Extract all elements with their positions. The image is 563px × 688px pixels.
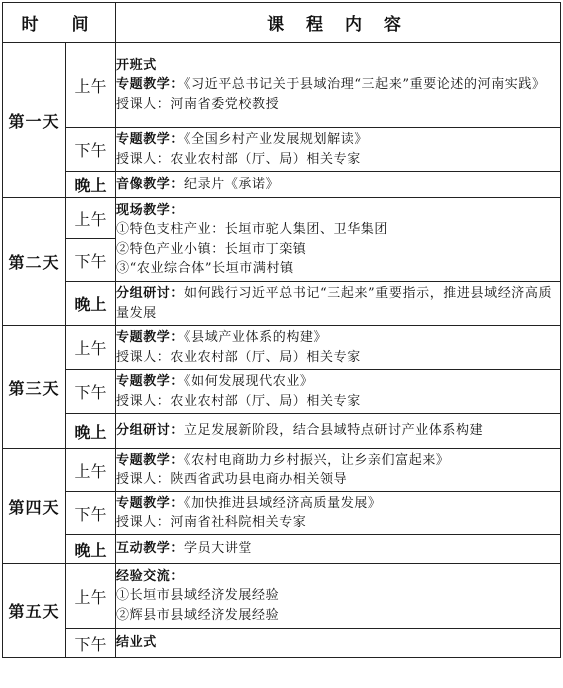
content-line: 授课人：农业农村部（厅、局）相关专家 — [116, 349, 361, 365]
period-label: 下午 — [66, 128, 116, 172]
day-label: 第三天 — [3, 326, 66, 449]
content-line: 专题教学：《县域产业体系的构建》 — [116, 330, 328, 345]
content-line: 开班式 — [116, 57, 157, 73]
schedule-document — [2, 2, 561, 658]
day4-evening-content — [116, 535, 561, 564]
day2-evening-content — [116, 282, 561, 326]
content-line: 授课人：农业农村部（厅、局）相关专家 — [116, 151, 361, 167]
content-line: 互动教学：学员大讲堂 — [116, 541, 253, 557]
day-label: 第四天 — [3, 449, 66, 564]
day5-afternoon-content — [116, 629, 561, 658]
day-label: 第二天 — [3, 198, 66, 326]
day3-afternoon-row — [3, 370, 561, 414]
content-line: 专题教学：《加快推进县域经济高质量发展》 — [116, 495, 382, 511]
content-line: ②辉县市县域经济发展经验 — [116, 607, 280, 623]
day4-afternoon-content — [116, 492, 561, 535]
content-line: ③“农业综合体”长垣市满村镇 — [116, 261, 294, 276]
day4-morning-row — [3, 449, 561, 492]
content-line: 授课人：河南省社科院相关专家 — [116, 515, 307, 530]
header-row — [3, 3, 561, 43]
content-line: 现场教学： — [116, 202, 185, 218]
content-line: 结业式 — [116, 635, 157, 651]
period-label: 下午 — [66, 370, 116, 414]
day1-morning-row — [3, 43, 561, 128]
day5-morning-content — [116, 564, 561, 629]
day4-afternoon-row — [3, 492, 561, 535]
day3-morning-content — [116, 326, 561, 370]
content-line: ①特色支柱产业：长垣市驼人集团、卫华集团 — [116, 222, 389, 237]
content-line: 分组研讨：立足发展新阶段，结合县域特点研讨产业体系构建 — [116, 423, 484, 439]
day1-evening-row — [3, 172, 561, 198]
day3-evening-content — [116, 414, 561, 449]
content-line: 经验交流： — [116, 568, 185, 584]
day5-afternoon-row — [3, 629, 561, 658]
period-label: 下午 — [66, 239, 116, 282]
content-line: 授课人：农业农村部（厅、局）相关专家 — [116, 393, 361, 409]
period-label: 上午 — [66, 198, 116, 239]
period-label: 上午 — [66, 43, 116, 128]
content-line: 专题教学：《习近平总书记关于县域治理“三起来”重要论述的河南实践》 — [116, 77, 546, 93]
day4-evening-row — [3, 535, 561, 564]
period-label: 上午 — [66, 326, 116, 370]
day3-evening-row — [3, 414, 561, 449]
period-label: 晚上 — [66, 535, 116, 564]
content-line: 授课人：陕西省武功县电商办相关领导 — [116, 472, 348, 487]
day1-afternoon-content — [116, 128, 561, 172]
period-label: 上午 — [66, 449, 116, 492]
content-line: 专题教学：《农村电商助力乡村振兴，让乡亲们富起来》 — [116, 452, 450, 468]
course-schedule-table — [2, 2, 561, 658]
day1-afternoon-row — [3, 128, 561, 172]
day2-evening-row — [3, 282, 561, 326]
day-label: 第一天 — [3, 43, 66, 198]
period-label: 下午 — [66, 629, 116, 658]
content-line: ②特色产业小镇：长垣市丁栾镇 — [116, 241, 307, 257]
day1-morning-content — [116, 43, 561, 128]
day4-morning-content — [116, 449, 561, 492]
day3-afternoon-content — [116, 370, 561, 414]
period-label: 晚上 — [66, 282, 116, 326]
day2-morning-row — [3, 198, 561, 239]
period-label: 下午 — [66, 492, 116, 535]
content-line: 专题教学：《全国乡村产业发展规划解读》 — [116, 132, 368, 147]
header-time: 时 间 — [3, 3, 116, 43]
period-label: 晚上 — [66, 172, 116, 198]
period-label: 上午 — [66, 564, 116, 629]
period-label: 晚上 — [66, 414, 116, 449]
day3-morning-row — [3, 326, 561, 370]
content-line: ①长垣市县域经济发展经验 — [116, 588, 280, 604]
content-line: 分组研讨：如何践行习近平总书记“三起来”重要指示，推进县域经济高质量发展 — [116, 286, 553, 321]
content-line: 授课人：河南省委党校教授 — [116, 96, 280, 112]
content-line: 音像教学：纪录片《承诺》 — [116, 176, 280, 192]
content-line: 专题教学：《如何发展现代农业》 — [116, 374, 314, 389]
day5-morning-row — [3, 564, 561, 629]
day1-evening-content — [116, 172, 561, 198]
day2-site-teaching-content — [116, 198, 561, 282]
header-content: 课 程 内 容 — [116, 3, 561, 43]
day-label: 第五天 — [3, 564, 66, 658]
